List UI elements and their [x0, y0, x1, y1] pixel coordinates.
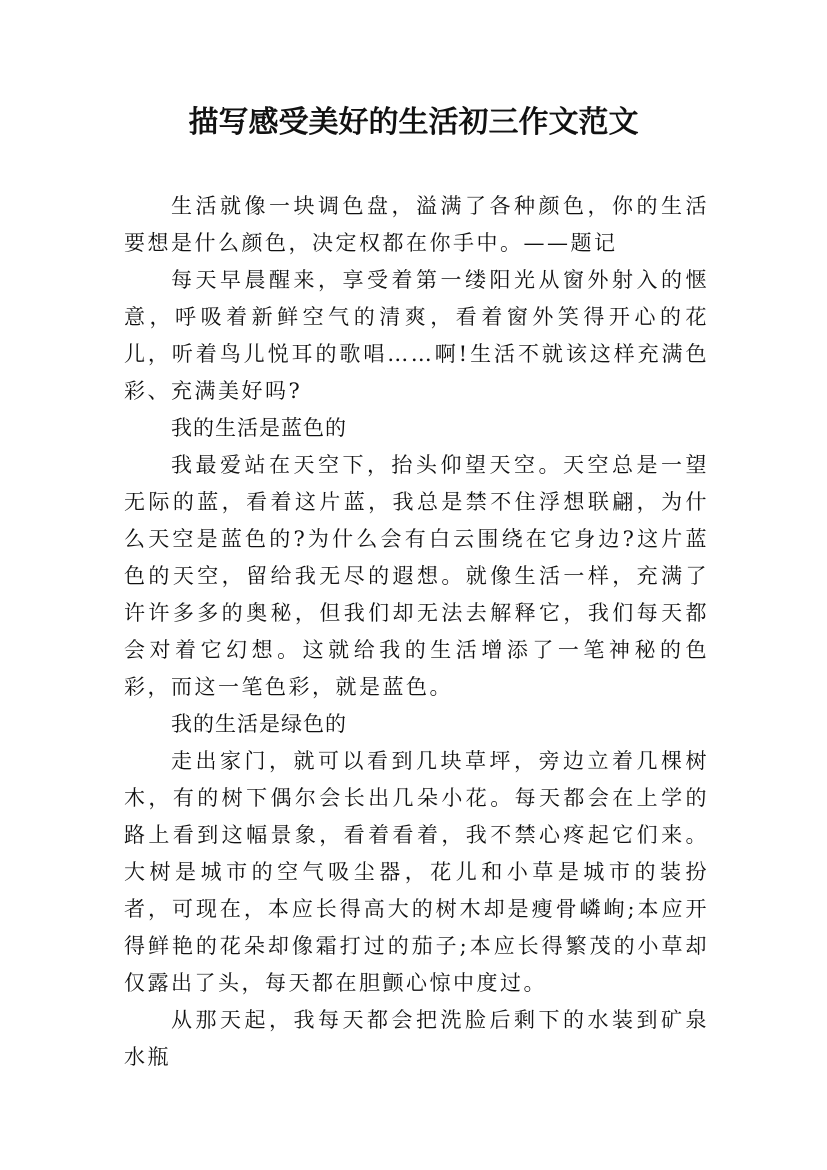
- paragraph-epigraph: 生活就像一块调色盘，溢满了各种颜色，你的生活要想是什么颜色，决定权都在你手中。——题记: [124, 194, 709, 255]
- paragraph-water: 从那天起，我每天都会把洗脸后剩下的水装到矿泉水瓶: [124, 1008, 709, 1069]
- paragraph-blue: 我最爱站在天空下，抬头仰望天空。天空总是一望无际的蓝，看着这片蓝，我总是禁不住浮想联翩，为什么天空是蓝色的?为什么会有白云围绕在它身边?这片蓝色的天空，留给我无尽的遐想。就像生活一样，充满了许许多多的奥秘，但我们却无法去解释它，我们每天都会对着它幻想。这就给我的生活增添了一笔神秘的色彩，而这一笔色彩，就是蓝色。: [124, 453, 709, 699]
- section-heading-blue: 我的生活是蓝色的: [171, 416, 347, 440]
- document-body: [124, 188, 709, 1076]
- section-heading-green: 我的生活是绿色的: [171, 712, 347, 736]
- document-title: 描写感受美好的生活初三作文范文: [188, 105, 639, 140]
- paragraph-green: 走出家门，就可以看到几块草坪，旁边立着几棵树木，有的树下偶尔会长出几朵小花。每天都会在上学的路上看到这幅景象，看着看着，我不禁心疼起它们来。大树是城市的空气吸尘器，花儿和小草是城市的装扮者，可现在，本应长得高大的树木却是瘦骨嶙峋;本应开得鲜艳的花朵却像霜打过的茄子;本应长得繁茂的小草却仅露出了头，每天都在胆颤心惊中度过。: [124, 749, 709, 995]
- paragraph-morning: 每天早晨醒来，享受着第一缕阳光从窗外射入的惬意，呼吸着新鲜空气的清爽，看着窗外笑得开心的花儿，听着鸟儿悦耳的歌唱……啊!生活不就该这样充满色彩、充满美好吗?: [124, 268, 709, 403]
